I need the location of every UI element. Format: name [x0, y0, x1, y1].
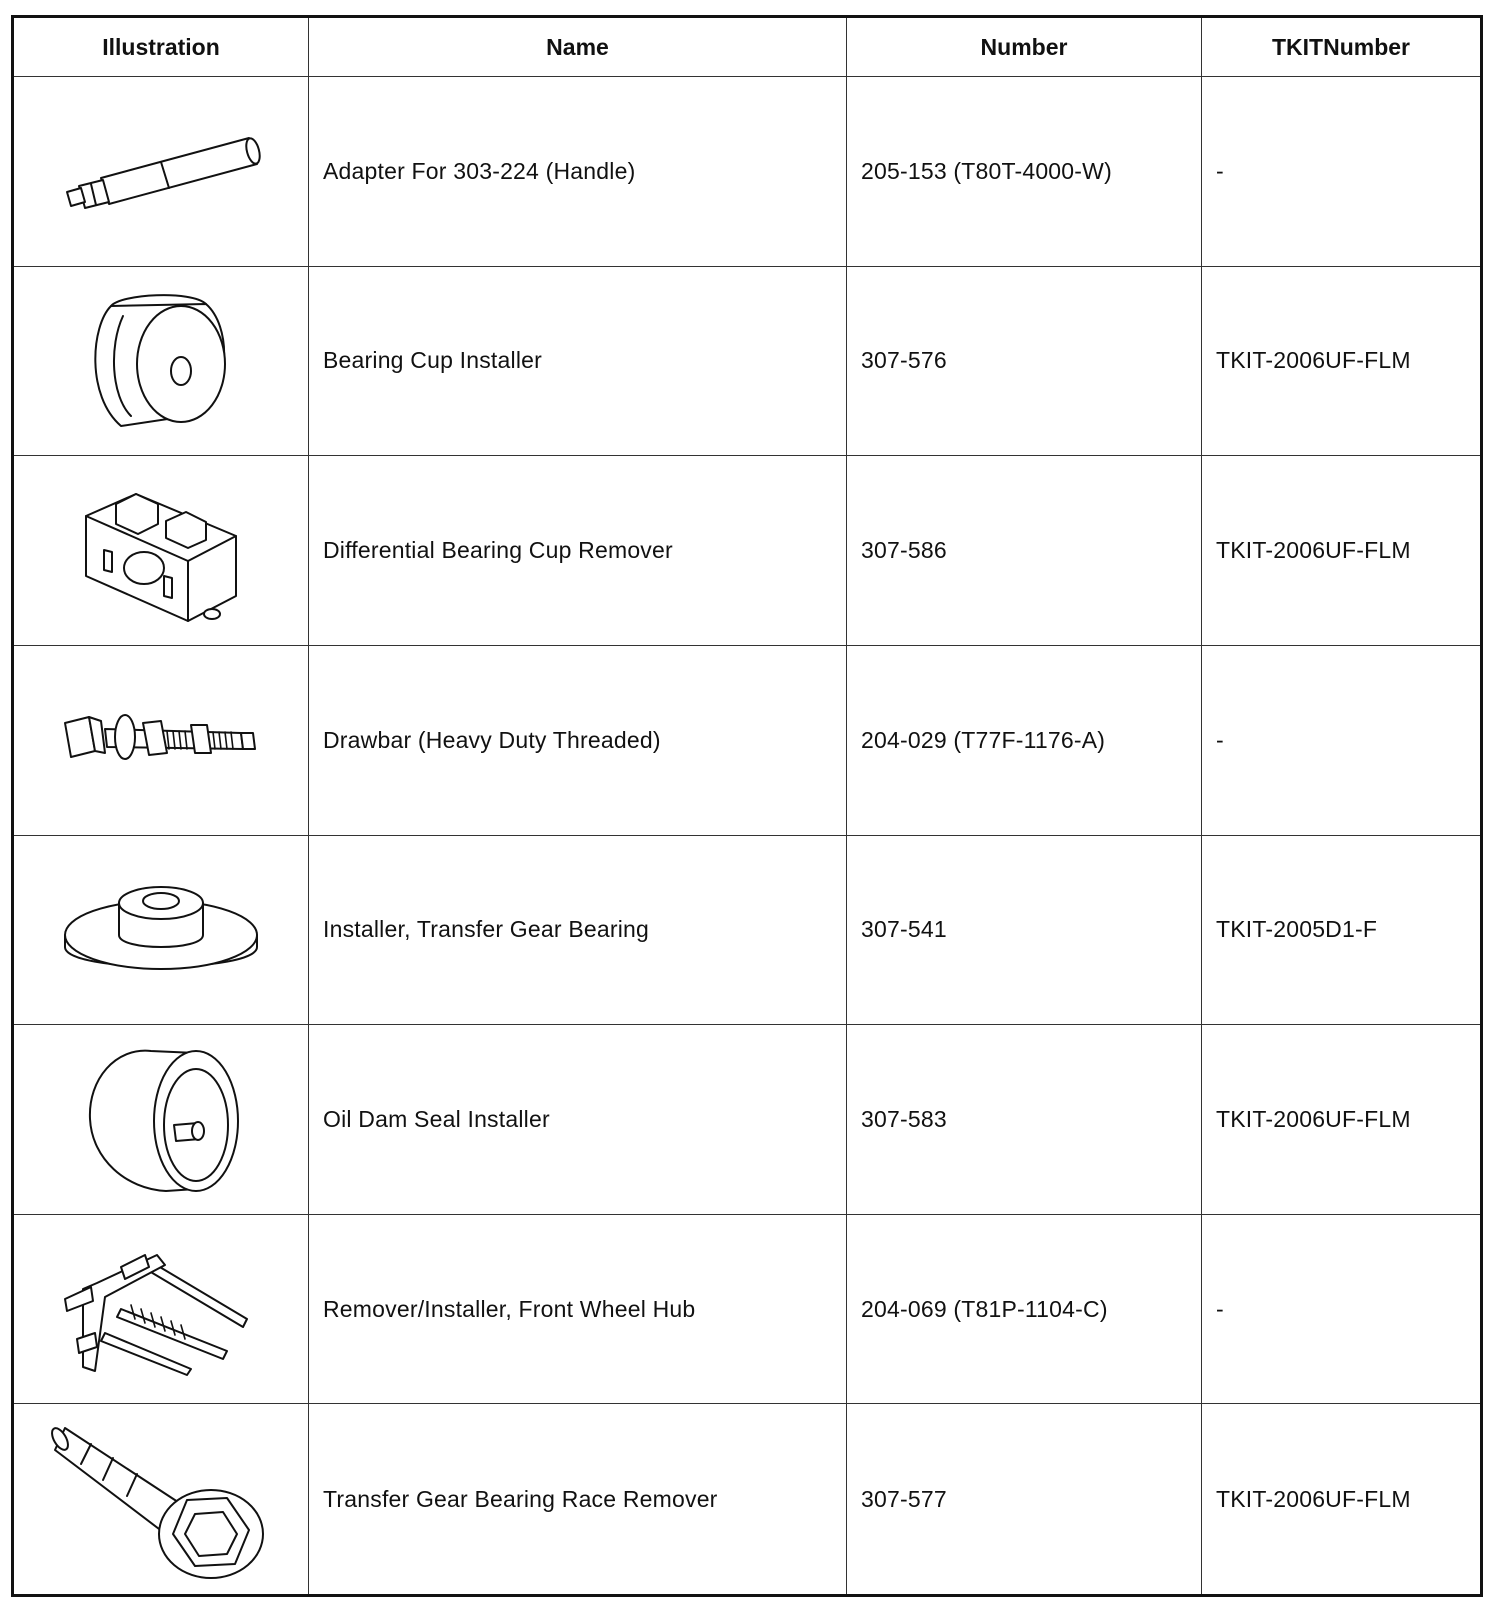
tool-number: 307-583: [847, 1025, 1202, 1215]
tool-tkit-number: TKIT-2005D1-F: [1202, 836, 1480, 1026]
tool-number: 307-576: [847, 267, 1202, 457]
tool-name: Installer, Transfer Gear Bearing: [309, 836, 847, 1026]
tool-name: Differential Bearing Cup Remover: [309, 456, 847, 646]
threaded-drawbar-icon: [61, 705, 261, 775]
tool-tkit-number: -: [1202, 646, 1480, 836]
tool-number: 204-029 (T77F-1176-A): [847, 646, 1202, 836]
tool-name: Adapter For 303-224 (Handle): [309, 77, 847, 267]
tool-tkit-number: TKIT-2006UF-FLM: [1216, 1485, 1411, 1512]
table-row-illustration: [14, 77, 309, 267]
tool-number: 205-153 (T80T-4000-W): [847, 77, 1202, 267]
tool-tkit-number: TKIT-2006UF-FLM: [1202, 267, 1480, 457]
special-tools-table: [11, 15, 1483, 1597]
table-row-illustration: [14, 1215, 309, 1405]
header-number: Number: [847, 18, 1202, 77]
tool-tkit-number: TKIT-2006UF-FLM: [1202, 456, 1480, 646]
race-remover-bolt-icon: [51, 1414, 271, 1584]
cup-remover-block-icon: [76, 476, 246, 626]
tool-name: Transfer Gear Bearing Race Remover: [309, 1404, 847, 1594]
tool-tkit-number: -: [1202, 1215, 1480, 1405]
tool-name: Remover/Installer, Front Wheel Hub: [309, 1215, 847, 1405]
tool-number: 307-541: [847, 836, 1202, 1026]
tool-number: 307-577: [847, 1404, 1202, 1594]
header-tkit-number: TKITNumber: [1202, 18, 1480, 77]
header-illustration: Illustration: [14, 18, 309, 77]
table-row-illustration: [14, 1025, 309, 1215]
tool-tkit-number: -: [1202, 77, 1480, 267]
tool-tkit-number: TKIT-2006UF-FLM: [1202, 1025, 1480, 1215]
tool-number: 204-069 (T81P-1104-C): [847, 1215, 1202, 1405]
table-row-illustration: [14, 456, 309, 646]
bearing-installer-disc-icon: [61, 865, 261, 995]
table-row-illustration: [14, 836, 309, 1026]
table-row-illustration: [14, 1404, 309, 1594]
tool-name: Drawbar (Heavy Duty Threaded): [309, 646, 847, 836]
header-name: Name: [309, 18, 847, 77]
bearing-cup-installer-icon: [81, 286, 241, 436]
table-row-illustration: [14, 267, 309, 457]
hub-puller-icon: [61, 1239, 261, 1379]
tool-name: Oil Dam Seal Installer: [309, 1025, 847, 1215]
seal-installer-cylinder-icon: [76, 1039, 246, 1199]
table-row-illustration: [14, 646, 309, 836]
handle-adapter-icon: [61, 126, 261, 216]
tool-number: 307-586: [847, 456, 1202, 646]
tool-name: Bearing Cup Installer: [309, 267, 847, 457]
